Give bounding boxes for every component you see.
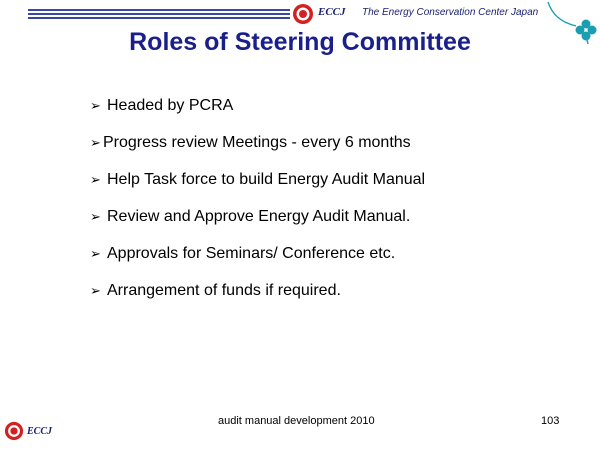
arrow-bullet-icon: ➢: [90, 283, 101, 298]
eccj-label: ECCJ: [27, 426, 53, 437]
bullet-text: Arrangement of funds if required.: [107, 282, 341, 299]
bullet-item: [90, 207, 530, 227]
bullet-text: Headed by PCRA: [107, 97, 234, 114]
arrow-bullet-icon: ➢: [90, 135, 101, 150]
organization-name: The Energy Conservation Center Japan: [362, 7, 539, 18]
header-rule: [28, 9, 290, 11]
bullet-list: [90, 96, 530, 318]
bullet-text: Progress review Meetings - every 6 months: [103, 134, 411, 151]
header-rule: [28, 13, 290, 15]
bullet-text: Review and Approve Energy Audit Manual.: [107, 208, 411, 225]
eccj-logo-icon: [4, 421, 24, 441]
eccj-logo-icon: [292, 3, 314, 25]
footer-text: audit manual development 2010: [218, 415, 375, 427]
eccj-label: ECCJ: [318, 6, 346, 18]
bullet-text: Approvals for Seminars/ Conference etc.: [107, 245, 396, 262]
bullet-item: [90, 133, 530, 153]
arrow-bullet-icon: ➢: [90, 172, 101, 187]
arrow-bullet-icon: ➢: [90, 209, 101, 224]
bullet-item: [90, 244, 530, 264]
bullet-item: [90, 281, 530, 301]
header-rule: [28, 17, 290, 19]
arrow-bullet-icon: ➢: [90, 246, 101, 261]
page-number: 103: [541, 415, 560, 427]
bullet-text: Help Task force to build Energy Audit Manual: [107, 171, 426, 188]
bullet-item: [90, 170, 530, 190]
arrow-bullet-icon: ➢: [90, 98, 101, 113]
bullet-item: [90, 96, 530, 116]
slide-title: Roles of Steering Committee: [129, 28, 471, 56]
